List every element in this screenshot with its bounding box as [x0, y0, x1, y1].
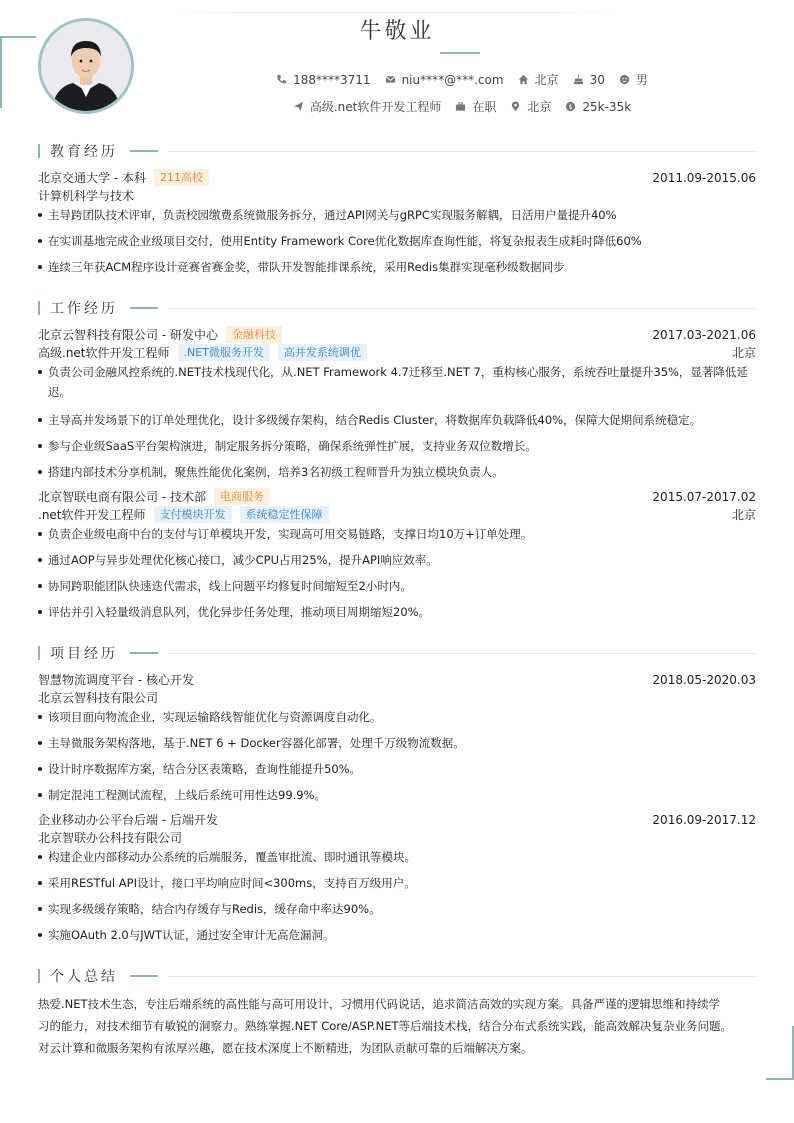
education-entry-header	[38, 169, 756, 186]
school-name: 北京交通大学 - 本科	[38, 171, 146, 185]
list-item: 主导微服务架构落地，基于.NET 6 + Docker容器化部署，处理千万级物流数据。	[38, 733, 756, 753]
summary-line: 习的能力，对技术细节有敏锐的洞察力。熟练掌握.NET Core/ASP.NET等后端技术栈，结合分布式系统实践，能高效解决复杂业务问题。	[38, 1019, 733, 1033]
gender-text: 男	[635, 73, 648, 87]
work-period: 2017.03-2021.06	[652, 327, 756, 342]
location-item	[518, 71, 559, 88]
coin-icon	[565, 101, 576, 112]
company-name: 北京云智科技有限公司 - 研发中心	[38, 328, 218, 342]
position-text: 高级.net软件开发工程师	[309, 100, 442, 114]
salary-text: 25k-35k	[582, 99, 632, 114]
desired-city-text: 北京	[527, 100, 552, 114]
list-item: 设计时序数据库方案，结合分区表策略，查询性能提升50%。	[38, 759, 756, 779]
age-text: 30	[589, 72, 605, 87]
list-item: 主导跨团队技术评审，负责校园缴费系统微服务拆分，通过API网关与gRPC实现服务解耦，日活用户量提升40%	[38, 205, 756, 225]
list-item: 构建企业内部移动办公系统的后端服务，覆盖审批流、即时通讯等模块。	[38, 847, 756, 867]
list-item: 实施OAuth 2.0与JWT认证，通过安全审计无高危漏洞。	[38, 925, 756, 945]
work-title-row	[38, 344, 756, 361]
project-entry-header	[38, 811, 756, 828]
skill-tag: .NET微服务开发	[178, 344, 270, 361]
list-item: 评估并引入轻量级消息队列，优化异步任务处理，推动项目周期缩短20%。	[38, 602, 756, 622]
position-item	[293, 98, 442, 115]
list-item: 搭建内部技术分享机制，聚焦性能优化案例，培养3名初级工程师晋升为独立模块负责人。	[38, 462, 756, 482]
phone-text: 188****3711	[293, 72, 371, 87]
work-city: 北京	[731, 508, 756, 522]
section-title: 教育经历	[50, 144, 118, 160]
skill-tag: 高并发系统调优	[278, 344, 367, 361]
gender-icon	[619, 74, 630, 85]
list-item: 协同跨职能团队快速迭代需求，线上问题平均修复时间缩短至2小时内。	[38, 576, 756, 596]
work-period: 2015.07-2017.02	[652, 489, 756, 504]
contact-row	[0, 71, 794, 88]
briefcase-icon	[455, 101, 466, 112]
email-text: niu****@***.com	[401, 72, 504, 87]
work-entry-header	[38, 488, 756, 505]
desired-city-item	[510, 98, 551, 115]
section-title: 项目经历	[50, 646, 118, 662]
name-underline	[440, 52, 480, 54]
project-period: 2018.05-2020.03	[652, 672, 756, 687]
section-summary	[38, 966, 756, 986]
phone-item	[276, 73, 370, 87]
section-projects	[38, 643, 756, 663]
section-title: 工作经历	[50, 301, 118, 317]
list-item: 实现多级缓存策略，结合内存缓存与Redis，缓存命中率达90%。	[38, 899, 756, 919]
section-work	[38, 298, 756, 318]
major: 计算机科学与技术	[38, 189, 135, 203]
job-title: .net软件开发工程师	[38, 508, 146, 522]
work-title-row	[38, 506, 756, 523]
education-period: 2011.09-2015.06	[652, 170, 756, 185]
project-period: 2016.09-2017.12	[652, 812, 756, 827]
salary-item	[565, 100, 631, 114]
summary-line: 对云计算和微服务架构有浓厚兴趣，愿在技术深度上不断精进，为团队贡献可靠的后端解决方案。	[38, 1041, 533, 1055]
pin-icon	[510, 101, 521, 112]
list-item: 该项目面向物流企业，实现运输路线智能优化与资源调度自动化。	[38, 707, 756, 727]
phone-icon	[276, 74, 287, 85]
list-item: 负责公司金融风控系统的.NET技术栈现代化，从.NET Framework 4.7迁移至.NET 7，重构核心服务，系统吞吐量提升35%，显著降低延迟。	[38, 362, 756, 402]
project-company: 北京云智科技有限公司	[38, 691, 159, 705]
list-item: 参与企业级SaaS平台架构演进，制定服务拆分策略，确保系统弹性扩展，支持业务双位数增长。	[38, 436, 756, 456]
send-icon	[293, 101, 304, 112]
industry-tag: 金融科技	[226, 326, 282, 343]
project-entry-header	[38, 671, 756, 688]
work-entry-header	[38, 326, 756, 343]
top-divider	[175, 12, 615, 13]
mail-icon	[385, 74, 396, 85]
cake-icon	[573, 74, 584, 85]
job-title: 高级.net软件开发工程师	[38, 346, 170, 360]
project-company-row	[38, 829, 756, 846]
gender-item	[619, 71, 648, 88]
age-item	[573, 73, 605, 87]
project-name: 智慧物流调度平台 - 核心开发	[38, 673, 194, 687]
summary-line: 热爱.NET技术生态，专注后端系统的高性能与高可用设计，习惯用代码说话，追求简洁高效的实现方案。具备严谨的逻辑思维和持续学	[38, 997, 721, 1011]
list-item: 连续三年获ACM程序设计竞赛省赛金奖，带队开发智能排课系统，采用Redis集群实现毫秒级数据同步	[38, 257, 756, 277]
email-item	[385, 73, 504, 87]
company-name: 北京智联电商有限公司 - 技术部	[38, 490, 206, 504]
candidate-name: 牛敬业	[359, 19, 435, 44]
status-item	[455, 98, 496, 115]
project-company-row	[38, 689, 756, 706]
corner-decoration	[766, 1078, 794, 1080]
list-item: 通过AOP与异步处理优化核心接口，减少CPU占用25%，提升API响应效率。	[38, 550, 756, 570]
work-city: 北京	[731, 346, 756, 360]
svg-text:$: $	[568, 102, 573, 111]
location-text: 北京	[534, 73, 559, 87]
job-intent-row	[0, 98, 794, 115]
project-company: 北京智联办公科技有限公司	[38, 831, 183, 845]
project-name: 企业移动办公平台后端 - 后端开发	[38, 813, 218, 827]
school-tag: 211高校	[154, 169, 209, 186]
list-item: 负责企业级电商中台的支付与订单模块开发，实现高可用交易链路，支撑日均10万+订单处理。	[38, 524, 756, 544]
home-icon	[518, 74, 529, 85]
section-title: 个人总结	[50, 969, 118, 985]
list-item: 制定混沌工程测试流程，上线后系统可用性达99.9%。	[38, 785, 756, 805]
skill-tag: 系统稳定性保障	[240, 506, 329, 523]
industry-tag: 电商服务	[214, 488, 270, 505]
list-item: 主导高并发场景下的订单处理优化，设计多级缓存架构，结合Redis Cluster，将数据库负载降低40%，保障大促期间系统稳定。	[38, 410, 756, 430]
list-item: 采用RESTful API设计，接口平均响应时间<300ms，支持百万级用户。	[38, 873, 756, 893]
summary-text	[38, 993, 756, 1059]
skill-tag: 支付模块开发	[154, 506, 232, 523]
section-education	[38, 141, 756, 161]
education-major-row	[38, 187, 756, 204]
status-text: 在职	[472, 100, 497, 114]
list-item: 在实训基地完成企业级项目交付，使用Entity Framework Core优化数据库查询性能，将复杂报表生成耗时降低60%	[38, 231, 756, 251]
